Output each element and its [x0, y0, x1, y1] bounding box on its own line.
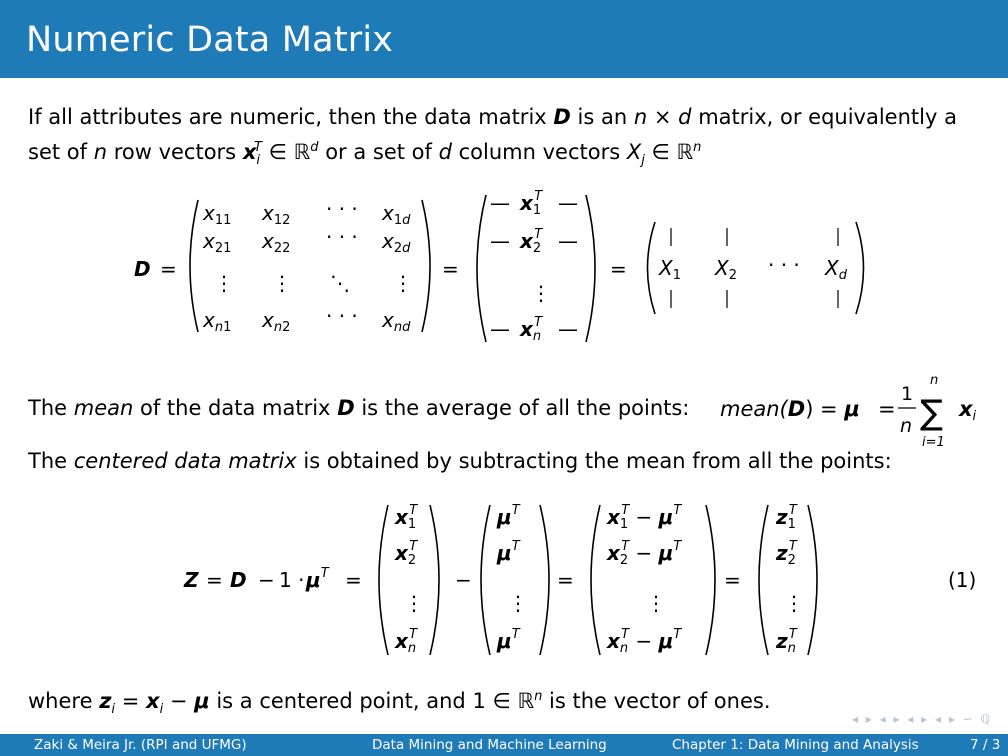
vdots: ⋮: [404, 591, 424, 615]
equals-sign: =: [121, 689, 140, 713]
footer-book: Data Mining and Machine Learning: [372, 737, 607, 753]
equals-sign: =: [160, 257, 177, 281]
intro-text: matrix, or equivalently a: [698, 105, 957, 129]
symbol-D: D: [134, 257, 151, 281]
vector-entry: $z_1T$: [776, 503, 797, 532]
row-vector: —: [558, 317, 578, 341]
vector-entry: $\mu^T$: [497, 539, 520, 565]
slide-title: Numeric Data Matrix: [26, 20, 394, 60]
matrix-entry: $x_{22}$: [262, 229, 291, 256]
row-vector: $x_1T$: [520, 189, 543, 218]
symbol-x: x: [242, 140, 257, 164]
symbol-D: D: [337, 396, 355, 420]
centered-text: The: [28, 449, 68, 473]
minus-sign: −: [258, 568, 275, 592]
symbol-z: z: [99, 689, 112, 713]
beamer-navigation[interactable]: ◂ ▸ ◂ ▸ ◂ ▸ ◂ ▸ ∽ ℚ: [851, 712, 992, 726]
symbol-x: x: [146, 689, 160, 713]
mean-text: is the average of all the points:: [361, 396, 690, 420]
fraction-numerator: 1: [901, 383, 914, 405]
vector-entry: $x_nT$: [395, 627, 418, 656]
mean-function: mean(D) = μ: [720, 397, 860, 421]
dots: · · ·: [768, 253, 800, 277]
intro-text: column vectors: [458, 140, 621, 164]
intro-text: If all attributes are numeric, then the data matrix: [28, 105, 547, 129]
symbol-n: n: [633, 105, 648, 129]
sum-lower-limit: i=1: [922, 435, 945, 450]
mean-text: The: [28, 396, 68, 420]
where-text: is a centered point, and 1 ∈ ℝ: [216, 689, 535, 713]
sum-upper-limit: n: [930, 373, 939, 388]
symbol-mu: μ: [194, 689, 210, 713]
matrix-entry: $x_{12}$: [262, 201, 291, 228]
vector-entry: $x_2T$: [395, 539, 418, 568]
dots: · · ·: [326, 304, 358, 328]
intro-text: is an: [577, 105, 628, 129]
intro-text: or a set of: [325, 140, 432, 164]
dots: · · ·: [326, 225, 358, 249]
centered-text: is obtained by subtracting the mean from all the points:: [303, 449, 892, 473]
centered-data-matrix-term: centered data matrix: [73, 449, 297, 473]
symbol-in-R: ∈ ℝ: [651, 140, 694, 164]
symbol-x-i: xi: [959, 397, 977, 424]
intro-text: set of: [28, 140, 88, 164]
vdots: ⋮: [508, 591, 528, 615]
equals-sign: =: [610, 257, 627, 281]
matrix-entry: $x_{11}$: [203, 201, 232, 228]
column-vector: $X_d$: [825, 256, 847, 283]
footer-page: 7 / 3: [970, 737, 1001, 753]
symbol-Z: Z: [184, 568, 199, 592]
equals-sign: =: [724, 568, 741, 592]
one-vector: 1 ·: [279, 568, 305, 592]
vdots: ⋮: [531, 281, 551, 305]
vector-entry: $z_2T$: [776, 539, 797, 568]
equals-sign: =: [206, 568, 223, 592]
row-vector: —: [490, 229, 510, 253]
vector-entry: $z_nT$: [776, 627, 797, 656]
where-text: where: [28, 689, 93, 713]
symbol-d: d: [678, 105, 692, 129]
equals-sign: =: [878, 397, 896, 421]
matrix-entry: $x_2d$: [382, 229, 411, 256]
column-vector: $X_1$: [659, 256, 681, 283]
row-vector: —: [490, 191, 510, 215]
vector-entry: $x_nT - \mu^T$: [607, 627, 682, 656]
minus-sign: −: [169, 689, 188, 713]
superscript-n: n: [693, 140, 702, 155]
symbol-n: n: [93, 140, 108, 164]
where-line: where $z_i = x_i - \mu$ is a centered point, and 1 ∈ ℝ$^n$ is the vector of ones.: [28, 689, 771, 718]
symbol-D: D: [230, 568, 247, 592]
row-vector: —: [558, 229, 578, 253]
sum-symbol: ∑: [920, 393, 943, 433]
vector-entry: $\mu^T$: [497, 627, 520, 653]
footer-bar: [0, 734, 1008, 756]
symbol-in-R: ∈ ℝ: [268, 140, 311, 164]
equation-number: (1): [948, 568, 977, 592]
matrix-entry: $x_n2$: [262, 308, 291, 335]
vector-entry: $x_1T - \mu^T$: [607, 503, 682, 532]
where-text: is the vector of ones.: [549, 689, 771, 713]
subscript-j: j: [641, 153, 645, 169]
vdots: ⋮: [784, 591, 804, 615]
row-vector: $x_nT$: [520, 315, 543, 344]
minus-sign: −: [455, 568, 472, 592]
equals-sign: =: [345, 568, 362, 592]
row-vector: $x_2T$: [520, 227, 543, 256]
superscript-d: d: [310, 140, 319, 155]
vector-entry: $\mu^T$: [497, 503, 520, 529]
vdots: ⋮: [214, 271, 234, 295]
row-vector: —: [558, 191, 578, 215]
matrix-entry: $x_1d$: [382, 201, 411, 228]
symbol-times: ×: [653, 105, 672, 129]
mean-text: of the data matrix: [140, 396, 331, 420]
symbol-d: d: [438, 140, 452, 164]
footer-authors: Zaki & Meira Jr. (RPI and UFMG): [34, 737, 247, 753]
vdots: ⋮: [393, 271, 413, 295]
footer-chapter: Chapter 1: Data Mining and Analysis: [672, 737, 919, 753]
vdots: ⋮: [646, 591, 666, 615]
matrix-entry: $x_n1$: [203, 308, 232, 335]
equals-sign: =: [557, 568, 574, 592]
superscript-n: n: [534, 689, 543, 704]
fraction-denominator: n: [900, 415, 913, 437]
symbol-mu: $\mu^T$: [306, 566, 329, 592]
matrix-entry: $x_{21}$: [203, 229, 232, 256]
vector-entry: $x_1T$: [395, 503, 418, 532]
symbol-X: X: [626, 140, 642, 164]
matrix-entry: $x_{nd}$: [382, 308, 411, 335]
column-vector: $X_2$: [715, 256, 737, 283]
row-vector: —: [490, 317, 510, 341]
vector-entry: $x_2T - \mu^T$: [607, 539, 682, 568]
intro-text: row vectors: [113, 140, 237, 164]
symbol-D: D: [553, 105, 571, 129]
intro-line-2: set of n row vectors $x_i^T$ ∈ ℝ$^d$ or a set of d column vectors $X_j$ ∈ ℝ$^n$: [28, 140, 702, 169]
ddots: ⋱: [330, 271, 350, 295]
vdots: ⋮: [272, 271, 292, 295]
mean-word: mean: [73, 396, 134, 420]
equals-sign: =: [442, 257, 459, 281]
dots: · · ·: [326, 197, 358, 221]
